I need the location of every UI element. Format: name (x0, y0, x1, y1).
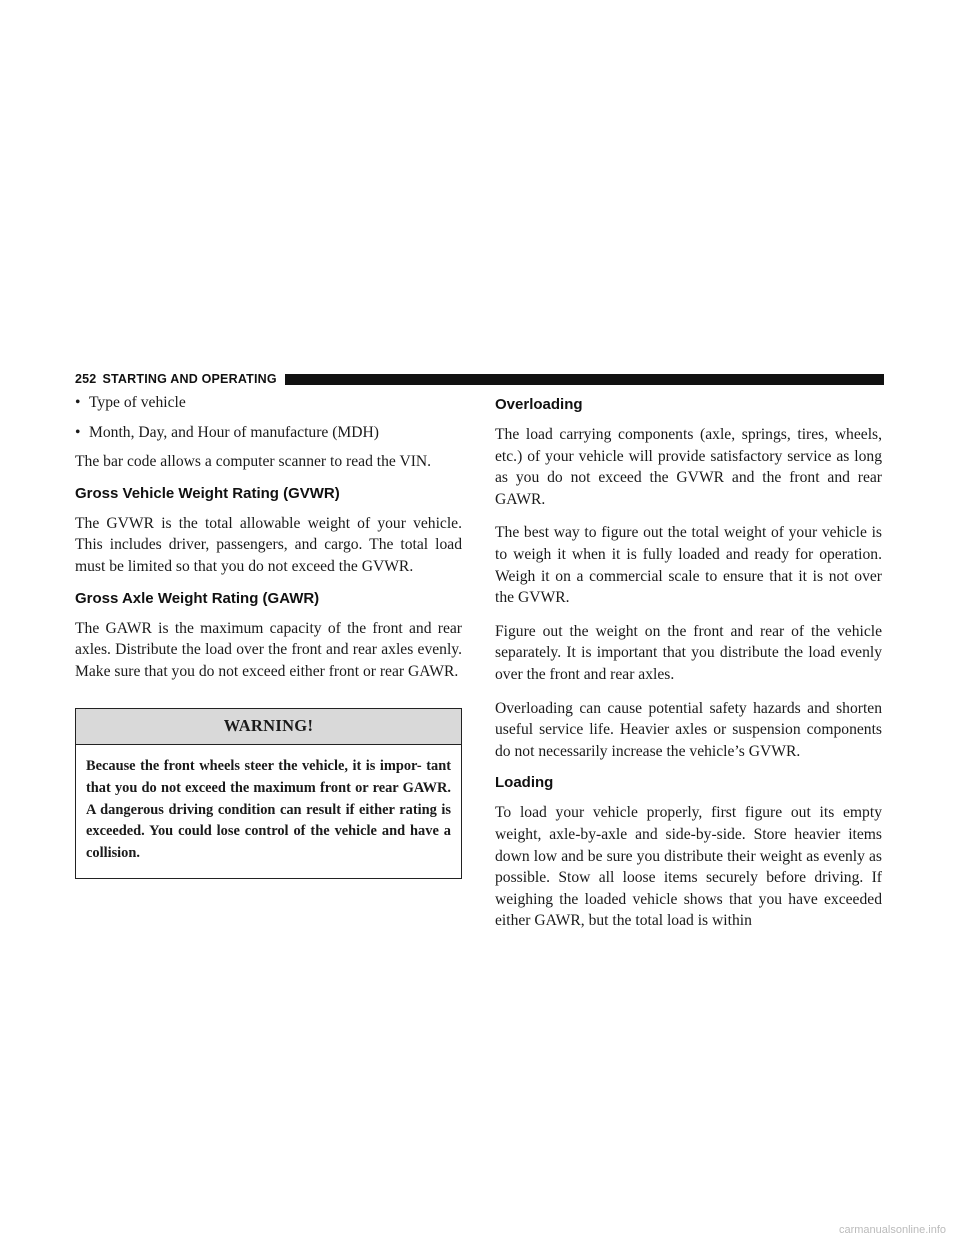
warning-text: Because the front wheels steer the vehicle, it is impor- tant that you do not exceed the maximum front or rear GAWR. A dangerous driving condition can result if either rating is exceeded. You could lose control of the vehicle and have a collision. (86, 758, 451, 861)
overloading-paragraph-3: Figure out the weight on the front and rear of the vehicle separately. It is important that you distribute the load evenly over the front and rear axles. (495, 622, 882, 683)
intro-paragraph: The bar code allows a computer scanner to read the VIN. (75, 453, 432, 471)
overloading-paragraph-1: The load carrying components (axle, springs, tires, wheels, etc.) of your vehicle will provide satisfactory service as long as you do not exceed the GVWR and the front and rear GAWR. (495, 426, 882, 508)
gvwr-heading: Gross Vehicle Weight Rating (GVWR) (75, 484, 340, 502)
overloading-heading: Overloading (495, 396, 583, 413)
right-column (495, 392, 882, 944)
page-header (75, 370, 884, 388)
bullet-icon: • (75, 423, 81, 441)
overloading-paragraph-2: The best way to figure out the total weight of your vehicle is to weigh it when it is fully loaded and ready for operation. Weigh it on a commercial scale to ensure that it is not over the GVWR. (495, 524, 882, 607)
warning-box (75, 708, 462, 879)
list-item (75, 392, 462, 414)
warning-title: WARNING! (76, 709, 461, 745)
loading-heading: Loading (495, 774, 554, 792)
header-rule (285, 374, 884, 385)
gvwr-paragraph: The GVWR is the total allowable weight of your vehicle. This includes driver, passengers, and cargo. The total load must be limited so that you do not exceed the GVWR. (75, 514, 462, 575)
list-item (75, 422, 462, 444)
bullet-icon: • (75, 394, 81, 411)
gawr-paragraph: The GAWR is the maximum capacity of the front and rear axles. Distribute the load over the front and rear axles evenly. Make sure that you do not exceed either front or rear GAWR. (75, 619, 462, 680)
overloading-paragraph-4: Overloading can cause potential safety hazards and shorten useful service life. Heavier axles or suspension components do not necessarily increase the vehicle’s GVWR. (495, 699, 882, 760)
watermark: carmanualsonline.info (838, 1224, 946, 1236)
gawr-heading: Gross Axle Weight Rating (GAWR) (75, 589, 320, 607)
list-item-text: Month, Day, and Hour of manufacture (MDH) (89, 423, 379, 441)
list-item-text: Type of vehicle (89, 394, 186, 411)
loading-paragraph-1: To load your vehicle properly, first figure out its empty weight, axle-by-axle and side-by-side. Store heavier items down low and be sure you distribute their weight as evenly as possible. Stow all loose items securely before driving. If weighing the loaded vehicle shows that you have exceeded either GAWR, but the total load is within (495, 804, 882, 930)
left-column (75, 392, 462, 879)
bullet-list (75, 392, 462, 443)
section-title: STARTING AND OPERATING (102, 372, 277, 386)
page-number: 252 (75, 372, 97, 386)
